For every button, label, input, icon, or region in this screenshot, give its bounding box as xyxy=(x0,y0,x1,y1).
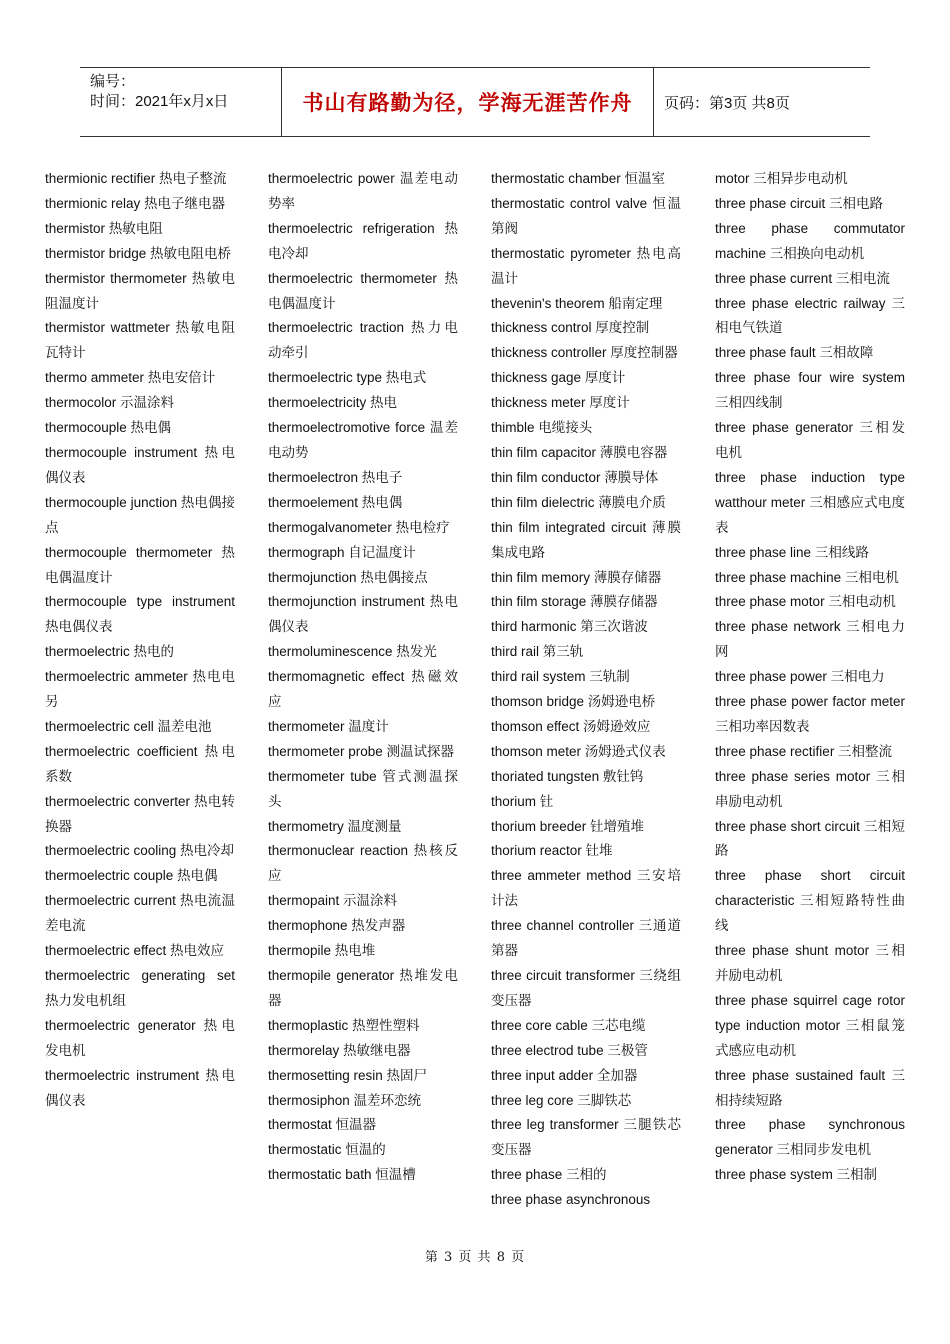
page-footer: 第 3 页 共 8 页 xyxy=(424,1250,526,1265)
glossary-entry: three input adder 全加器 xyxy=(491,1067,638,1083)
glossary-entry: thermionic rectifier 热电子整流 xyxy=(45,171,227,186)
glossary-entry: thermostatic control valve 恒温第阀 xyxy=(491,195,681,236)
glossary-entry: thermo ammeter 热电安倍计 xyxy=(45,370,216,386)
glossary-entry: thermostat 恒温器 xyxy=(268,1117,377,1133)
glossary-entry: thin film capacitor 薄膜电容器 xyxy=(491,444,668,460)
glossary-entry: thin film integrated circuit 薄膜集成电路 xyxy=(491,519,681,560)
glossary-entry: thermophone 热发声器 xyxy=(268,918,406,934)
glossary-entry: thermoelectric couple 热电偶 xyxy=(45,868,218,884)
glossary-entry: thermoelectric refrigeration 热电冷却 xyxy=(268,220,458,261)
header-motto: 书山有路勤为径，学海无涯苦作舟 xyxy=(281,68,654,136)
glossary-entry: thin film storage 薄膜存储器 xyxy=(491,594,658,610)
glossary-entry: three phase induction type watthour meter 三相感应式电度表 xyxy=(715,469,905,535)
page-header xyxy=(80,67,870,137)
glossary-entry: thomson effect 汤姆逊效应 xyxy=(491,718,651,734)
glossary-entry: three phase short circuit characteristic 三相短路特性曲线 xyxy=(715,868,905,934)
document-date: 时间：2021年x月x日 xyxy=(90,93,229,110)
glossary-entry: thermoelectric current 热电流温差电流 xyxy=(45,893,235,934)
glossary-entry: third harmonic 第三次谐波 xyxy=(491,619,648,635)
glossary-entry: three phase synchronous generator 三相同步发电机 xyxy=(715,1117,905,1158)
glossary-entry: thermoelectric generator 热电发电机 xyxy=(45,1017,235,1058)
glossary-entry: thermoelectron 热电子 xyxy=(268,469,403,485)
glossary-entry: thermocouple type instrument 热电偶仪表 xyxy=(45,594,235,635)
glossary-entry: thermocolor 示温涂料 xyxy=(45,395,175,411)
glossary-entry: three phase series motor 三相串励电动机 xyxy=(715,768,905,809)
glossary-entry: third rail 第三轨 xyxy=(491,644,584,660)
glossary-entry: thermometer probe 测温试探器 xyxy=(268,743,455,759)
glossary-column-2 xyxy=(268,167,458,1188)
glossary-entry: thermoelectromotive force 温差电动势 xyxy=(268,420,458,460)
glossary-entry: thermocouple 热电偶 xyxy=(45,420,172,436)
glossary-entry: thermometer 温度计 xyxy=(268,718,389,734)
glossary-entry: thermostatic pyrometer 热电高温计 xyxy=(491,245,681,286)
glossary-entry: thermoelectric type 热电式 xyxy=(268,370,427,386)
glossary-entry: thimble 电缆接头 xyxy=(491,420,593,436)
glossary-entry: thermistor bridge 热敏电阻电桥 xyxy=(45,245,232,261)
glossary-entry: thermoelectricity 热电 xyxy=(268,395,398,411)
glossary-column-1 xyxy=(45,167,235,1113)
glossary-entry: thermistor 热敏电阻 xyxy=(45,220,163,236)
glossary-entry: thomson meter 汤姆逊式仪表 xyxy=(491,743,666,759)
glossary-entry: thickness gage 厚度计 xyxy=(491,370,626,386)
glossary-entry: thermoelectric coefficient 热电系数 xyxy=(45,743,235,784)
glossary-entry: thermometry 温度测量 xyxy=(268,818,402,834)
glossary-entry: thermocouple junction 热电偶接点 xyxy=(45,494,235,535)
glossary-entry: three leg core 三脚铁芯 xyxy=(491,1092,632,1108)
glossary-entry: thickness meter 厚度计 xyxy=(491,395,630,411)
glossary-entry: thevenin's theorem 船南定理 xyxy=(491,295,663,311)
glossary-entry: thermorelay 热敏继电器 xyxy=(268,1042,411,1058)
glossary-entry: thomson bridge 汤姆逊电桥 xyxy=(491,694,656,710)
glossary-entry: thermopile 热电堆 xyxy=(268,943,376,959)
glossary-entry: thermogalvanometer 热电检疗 xyxy=(268,519,450,535)
glossary-entry: thermoelectric effect 热电效应 xyxy=(45,943,225,959)
glossary-entry: thermostatic chamber 恒温室 xyxy=(491,171,666,186)
glossary-entry: thermoelectric instrument 热电偶仪表 xyxy=(45,1067,235,1108)
glossary-entry: thermistor thermometer 热敏电阻温度计 xyxy=(45,270,235,311)
glossary-entry: motor 三相异步电动机 xyxy=(715,171,848,186)
glossary-entry: thermopaint 示温涂料 xyxy=(268,893,398,909)
glossary-entry: thin film memory 薄膜存储器 xyxy=(491,569,662,585)
glossary-entry: three phase 三相的 xyxy=(491,1167,607,1183)
glossary-entry: three phase circuit 三相电路 xyxy=(715,195,884,211)
glossary-entry: thermometer tube 管式测温探头 xyxy=(268,768,458,809)
glossary-entry: three phase power factor meter 三相功率因数表 xyxy=(715,694,905,734)
glossary-entry: third rail system 三轨制 xyxy=(491,669,630,685)
glossary-entry: thermoelement 热电偶 xyxy=(268,494,403,510)
glossary-entry: three phase shunt motor 三相并励电动机 xyxy=(715,943,905,983)
glossary-column-3 xyxy=(491,167,681,1213)
glossary-entry: thermosetting resin 热固尸 xyxy=(268,1067,428,1083)
glossary-entry: three phase motor 三相电动机 xyxy=(715,594,896,610)
glossary-entry: thermocouple thermometer 热电偶温度计 xyxy=(45,544,235,585)
glossary-entry: thorium breeder 钍增殖堆 xyxy=(491,818,645,834)
glossary-entry: thermoelectric converter 热电转换器 xyxy=(45,793,235,834)
glossary-entry: three phase fault 三相故障 xyxy=(715,345,874,361)
glossary-entry: three phase power 三相电力 xyxy=(715,669,885,685)
glossary-entry: thermojunction 热电偶接点 xyxy=(268,569,428,585)
glossary-entry: thoriated tungsten 敷钍钨 xyxy=(491,768,644,784)
glossary-entry: three phase sustained fault 三相持续短路 xyxy=(715,1067,905,1108)
glossary-entry: thermoplastic 热塑性塑料 xyxy=(268,1017,420,1033)
glossary-entry: thermostatic 恒温的 xyxy=(268,1142,386,1158)
glossary-entry: thermoelectric ammeter 热电电另 xyxy=(45,669,235,710)
glossary-entry: thermograph 自记温度计 xyxy=(268,544,416,560)
glossary-entry: three phase four wire system 三相四线制 xyxy=(715,370,905,411)
glossary-entry: thermoelectric thermometer 热电偶温度计 xyxy=(268,270,458,311)
glossary-entry: three phase commutator machine 三相换向电动机 xyxy=(715,220,905,261)
glossary-entry: thorium reactor 钍堆 xyxy=(491,843,613,859)
glossary-entry: thermonuclear reaction 热核反应 xyxy=(268,843,458,884)
glossary-entry: three core cable 三芯电缆 xyxy=(491,1017,646,1033)
glossary-column-4 xyxy=(715,167,905,1188)
glossary-entry: three ammeter method 三安培计法 xyxy=(491,868,681,909)
glossary-entry: three channel controller 三通道第器 xyxy=(491,918,681,959)
document-number-label: 编号： xyxy=(90,73,136,90)
glossary-entry: three phase short circuit 三相短路 xyxy=(715,818,905,859)
glossary-entry: thermoelectric generating set 热力发电机组 xyxy=(45,968,235,1008)
glossary-entry: thermocouple instrument 热电偶仪表 xyxy=(45,444,235,485)
glossary-entry: thermoelectric 热电的 xyxy=(45,644,175,660)
glossary-entry: thermojunction instrument 热电偶仪表 xyxy=(268,594,458,635)
glossary-entry: three phase current 三相电流 xyxy=(715,270,890,286)
glossary-entry: thermionic relay 热电子继电器 xyxy=(45,195,226,211)
glossary-entry: three phase network 三相电力网 xyxy=(715,619,905,660)
glossary-entry: thermosiphon 温差环恋统 xyxy=(268,1092,422,1108)
glossary-entry: three phase generator 三相发电机 xyxy=(715,420,905,460)
glossary-entry: thermopile generator 热堆发电器 xyxy=(268,968,458,1008)
glossary-entry: thermoelectric cell 温差电池 xyxy=(45,718,212,734)
header-page-number: 页码：第3页 共8页 xyxy=(664,94,790,112)
header-info xyxy=(80,68,281,136)
glossary-entry: thermoluminescence 热发光 xyxy=(268,644,437,660)
glossary-entry: thermoelectric cooling 热电冷却 xyxy=(45,843,235,859)
glossary-entry: thin film conductor 薄膜导体 xyxy=(491,469,659,485)
glossary-entry: three phase system 三相制 xyxy=(715,1167,878,1183)
glossary-entry: thermomagnetic effect 热磁效应 xyxy=(268,669,458,710)
glossary-entry: thermistor wattmeter 热敏电阻瓦特计 xyxy=(45,320,235,361)
glossary-entry: thermoelectric power 温差电动势率 xyxy=(268,171,458,211)
glossary-entry: three phase rectifier 三相整流 xyxy=(715,743,893,759)
glossary-entry: thermoelectric traction 热力电动牵引 xyxy=(268,320,458,361)
glossary-entry: thorium 钍 xyxy=(491,793,554,809)
glossary-entry: three phase electric railway 三相电气铁道 xyxy=(715,295,905,336)
glossary-entry: three leg transformer 三腿铁芯变压器 xyxy=(491,1117,681,1158)
glossary-entry: three electrod tube 三极管 xyxy=(491,1042,648,1058)
glossary-entry: thickness control 厚度控制 xyxy=(491,320,650,336)
glossary-entry: thermostatic bath 恒温槽 xyxy=(268,1167,416,1183)
glossary-entry: three phase machine 三相电机 xyxy=(715,569,899,585)
glossary-entry: three circuit transformer 三绕组变压器 xyxy=(491,968,681,1008)
glossary-entry: three phase squirrel cage rotor type induction motor 三相鼠笼式感应电动机 xyxy=(715,992,905,1058)
glossary-entry: thickness controller 厚度控制器 xyxy=(491,345,678,361)
glossary-entry: thin film dielectric 薄膜电介质 xyxy=(491,494,666,510)
glossary-entry: three phase line 三相线路 xyxy=(715,544,869,560)
glossary-entry: three phase asynchronous xyxy=(491,1192,651,1208)
